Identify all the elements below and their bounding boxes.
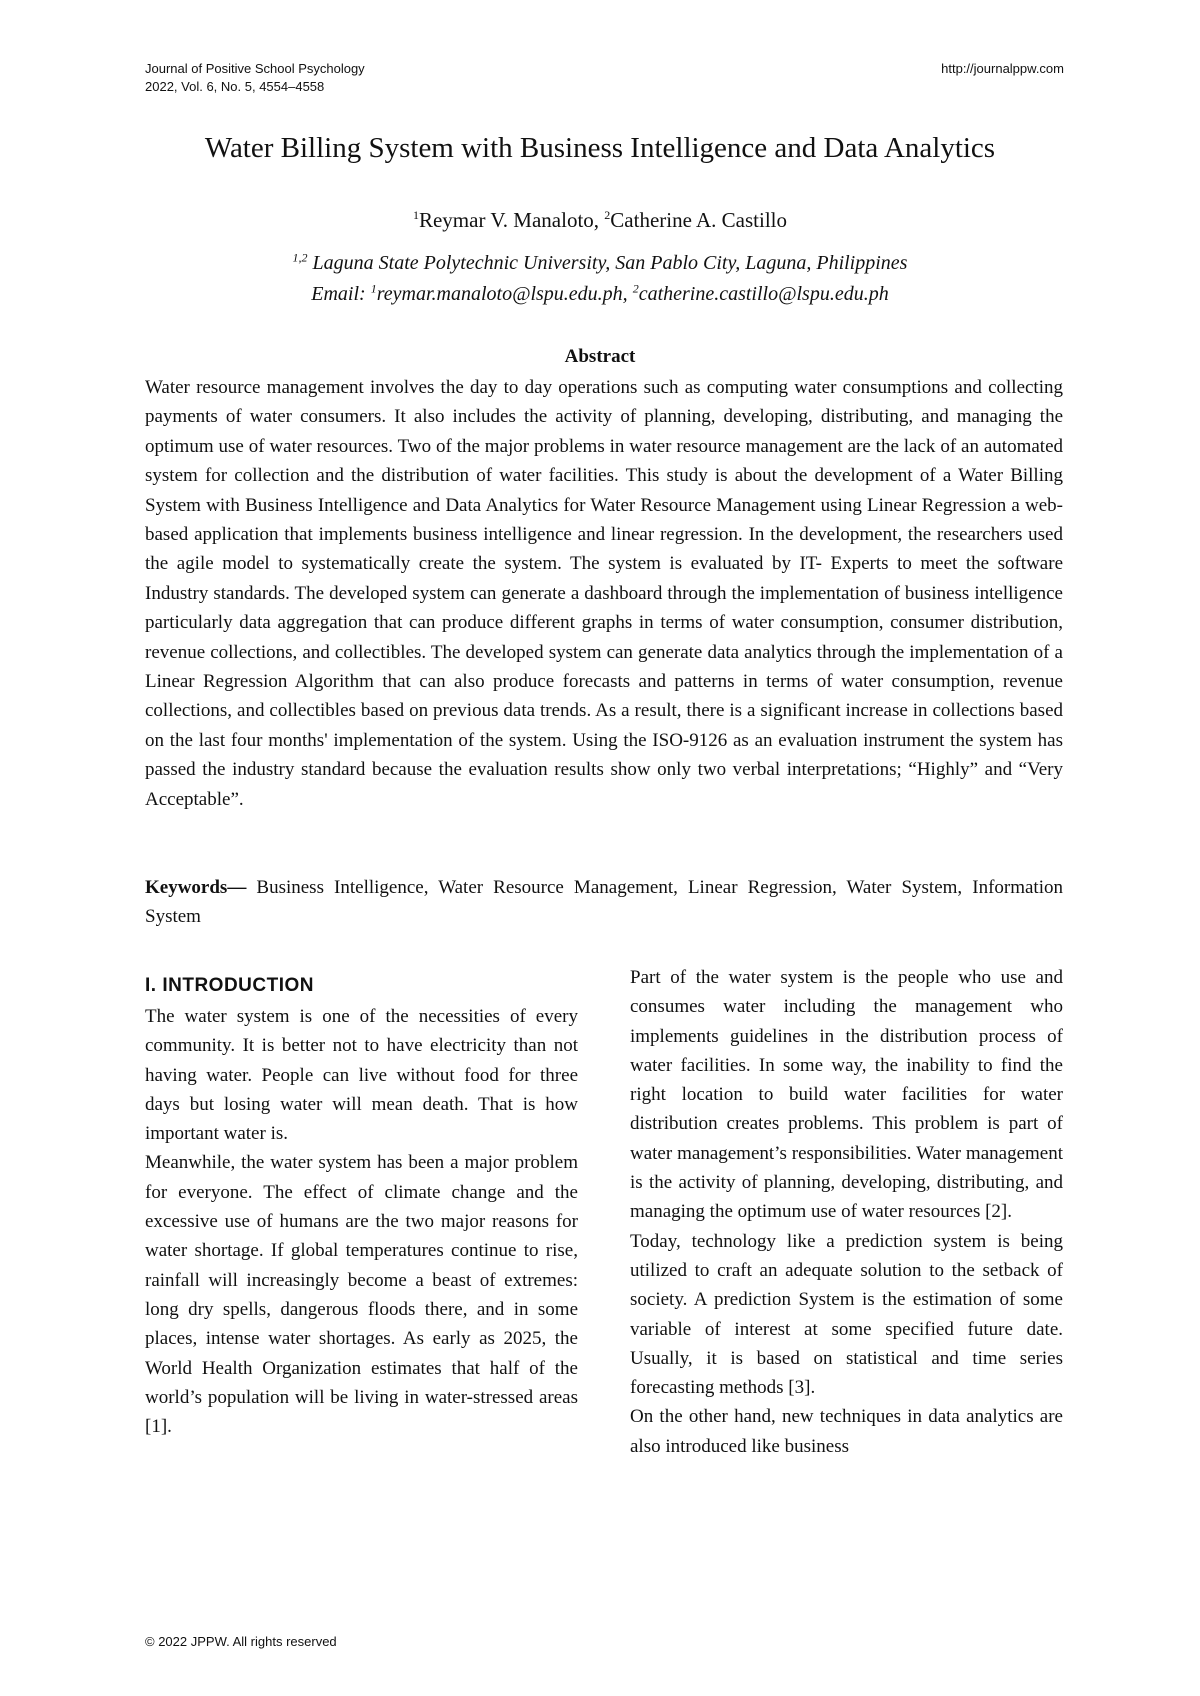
paragraph: Part of the water system is the people who use and consumes water including the management who implements guidelines in the distribution process of water facilities. In some way, the inability to find the right location to build water facilities for water distribution creates problems. This problem is part of water management’s responsibilities. Water management is the activity of planning, developing, distributing, and managing the optimum use of water resources [2].: [630, 967, 1063, 1223]
keywords-text: Business Intelligence, Water Resource Management, Linear Regression, Water System, Information System: [145, 877, 1063, 928]
author-2-superscript: 2: [604, 208, 611, 222]
journal-name: Journal of Positive School Psychology: [145, 61, 365, 76]
email-2[interactable]: catherine.castillo@lspu.edu.ph: [638, 283, 889, 305]
journal-url[interactable]: http://journalppw.com: [941, 61, 1064, 76]
keywords: [145, 873, 1063, 932]
email-2-superscript: 2: [632, 281, 639, 296]
copyright-footer: © 2022 JPPW. All rights reserved: [145, 1634, 337, 1649]
running-header: [145, 60, 365, 96]
abstract-text: Water resource management involves the day to day operations such as computing water consumptions and collecting payments of water consumers. It also includes the activity of planning, developing, distributing, and managing the optimum use of water resources. Two of the major problems in water resource management are the lack of an automated system for collection and the distribution of water facilities. This study is about the development of a Water Billing System with Business Intelligence and Data Analytics for Water Resource Management using Linear Regression a web-based application that implements business intelligence and linear regression. In the development, the researchers used the agile model to systematically create the system. The system is evaluated by IT- Experts to meet the software Industry standards. The developed system can generate a dashboard through the implementation of business intelligence particularly data aggregation that can produce different graphs in terms of water consumption, consumer distribution, revenue collections, and collectibles. The developed system can generate data analytics through the implementation of a Linear Regression Algorithm that can also produce forecasts and patterns in terms of water consumption, revenue collections, and collectibles based on previous data trends. As a result, there is a significant increase in collections based on the last four months' implementation of the system. Using the ISO-9126 as an evaluation instrument the system has passed the industry standard because the evaluation results show only two verbal interpretations; “Highly” and “Very Acceptable”.: [145, 377, 1063, 810]
author-1-name: Reymar V. Manaloto,: [418, 208, 605, 232]
paragraph: On the other hand, new techniques in data analytics are also introduced like business: [630, 1406, 1063, 1457]
affiliation-superscript: 1,2: [292, 250, 308, 265]
email-label: Email:: [311, 283, 371, 305]
author-line: [0, 206, 1200, 234]
section-heading-introduction: I. INTRODUCTION: [145, 975, 314, 996]
journal-volume: 2022, Vol. 6, No. 5, 4554–4558: [145, 79, 325, 94]
email-line: [0, 279, 1200, 310]
affiliation-line: [0, 248, 1200, 279]
email-1[interactable]: reymar.manaloto@lspu.edu.ph,: [376, 283, 633, 305]
author-1-superscript: 1: [412, 208, 419, 222]
keywords-label: Keywords—: [145, 877, 247, 898]
right-column: [630, 963, 1063, 1461]
paragraph: Today, technology like a prediction system is being utilized to craft an adequate solution to the setback of society. A prediction System is the estimation of some variable of interest at some specified future date. Usually, it is based on statistical and time series forecasting methods [3].: [630, 1230, 1063, 1399]
author-2-name: Catherine A. Castillo: [610, 208, 788, 232]
paper-title: Water Billing System with Business Intelligence and Data Analytics: [204, 132, 996, 164]
left-column: [145, 972, 578, 1441]
affiliation-block: [0, 248, 1200, 310]
paragraph: Meanwhile, the water system has been a major problem for everyone. The effect of climate change and the excessive use of humans are the two major reasons for water shortage. If global temperatures continue to rise, rainfall will increasingly become a beast of extremes: long dry spells, dangerous floods there, and in some places, intense water shortages. As early as 2025, the World Health Organization estimates that half of the world’s population will be living in water-stressed areas [1].: [145, 1152, 578, 1438]
email-1-superscript: 1: [370, 281, 377, 296]
affiliation-text: Laguna State Polytechnic University, San Pablo City, Laguna, Philippines: [307, 252, 908, 274]
paragraph: The water system is one of the necessities of every community. It is better not to have electricity than not having water. People can live without food for three days but losing water will mean death. That is how important water is.: [145, 1006, 578, 1145]
abstract-heading: Abstract: [564, 346, 636, 367]
